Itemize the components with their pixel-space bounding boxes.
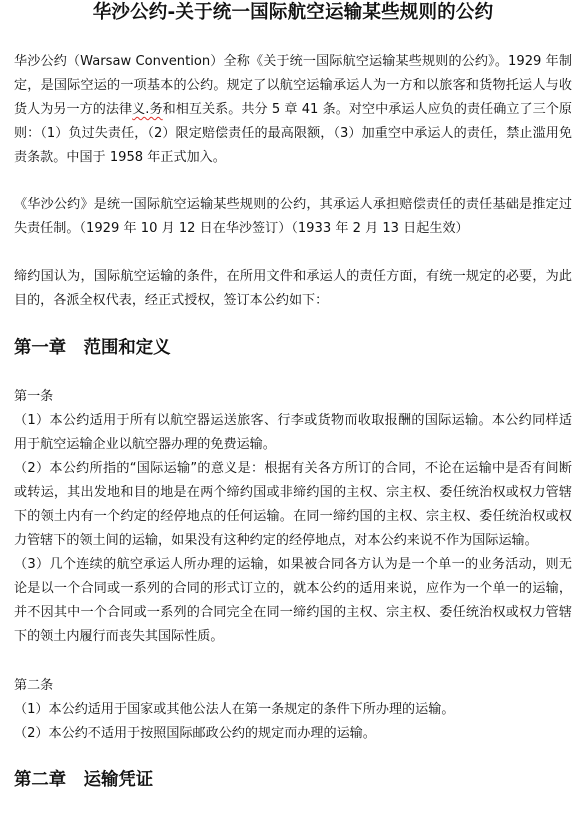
- chapter-1-heading: 第一章 范围和定义: [14, 338, 171, 358]
- chapter-2-heading: 第二章 运输凭证: [14, 770, 154, 790]
- article-1-heading: 第一条: [14, 389, 54, 404]
- intro-text-part-2: 和相互关系。共分 5 章 41 条。对空中承运人应负的责任确立了三个原则：（1）负过失责任，（2）限定赔偿责任的最高限额，（3）加重空中承运人的责任，禁止滥用免责条款。中国于 1958 年正式加入。: [14, 102, 573, 165]
- document-title: 华沙公约-关于统一国际航空运输某些规则的公约: [92, 2, 494, 23]
- spellcheck-flagged-word: 义.务: [132, 102, 163, 117]
- article-1-clause-2: （2）本公约所指的“国际运输”的意义是：根据有关各方所订的合同，不论在运输中是否有间断或转运，其出发地和目的地是在两个缔约国或非缔约国的主权、宗主权、委任统治权或权力管辖下的领土内有一个约定的经停地点的任何运输。在同一缔约国的主权、宗主权、委任统治权或权力管辖下的领土间的运输，如果没有这种约定的经停地点，对本公约来说不作为国际运输。: [14, 461, 572, 548]
- liability-basis-paragraph: 《华沙公约》是统一国际航空运输某些规则的公约，其承运人承担赔偿责任的责任基础是推定过失责任制。（1929 年 10 月 12 日在华沙签订）（1933 年 2 月 13 日起生效）: [14, 197, 572, 236]
- article-1-clause-3: （3）几个连续的航空承运人所办理的运输，如果被合同各方认为是一个单一的业务活动，则无论是以一个合同或一系列的合同的形式订立的，就本公约的适用来说，应作为一个单一的运输，并不因其中一个合同或一系列的合同完全在同一缔约国的主权、宗主权、委任统治权或权力管辖下的领土内履行而丧失其国际性质。: [14, 557, 572, 644]
- article-1-clause-1: （1）本公约适用于所有以航空器运送旅客、行李或货物而收取报酬的国际运输。本公约同样适用于航空运输企业以航空器办理的免费运输。: [14, 413, 572, 452]
- article-2-clause-1: （1）本公约适用于国家或其他公法人在第一条规定的条件下所办理的运输。: [14, 702, 455, 717]
- preamble-paragraph: 缔约国认为，国际航空运输的条件，在所用文件和承运人的责任方面，有统一规定的必要，为此目的，各派全权代表，经正式授权，签订本公约如下：: [14, 269, 572, 308]
- intro-text-part-1: 华沙公约（Warsaw Convention）全称《关于统一国际航空运输某些规则的公约》。1929 年制定，是国际空运的一项基本的公约。规定了以航空运输承运人为一方和以旅客和货物托运人与收货人为另一方的法律: [14, 54, 572, 117]
- article-2-clause-2: （2）本公约不适用于按照国际邮政公约的规定而办理的运输。: [14, 726, 376, 741]
- intro-paragraph: [14, 50, 572, 170]
- article-2-heading: 第二条: [14, 678, 54, 693]
